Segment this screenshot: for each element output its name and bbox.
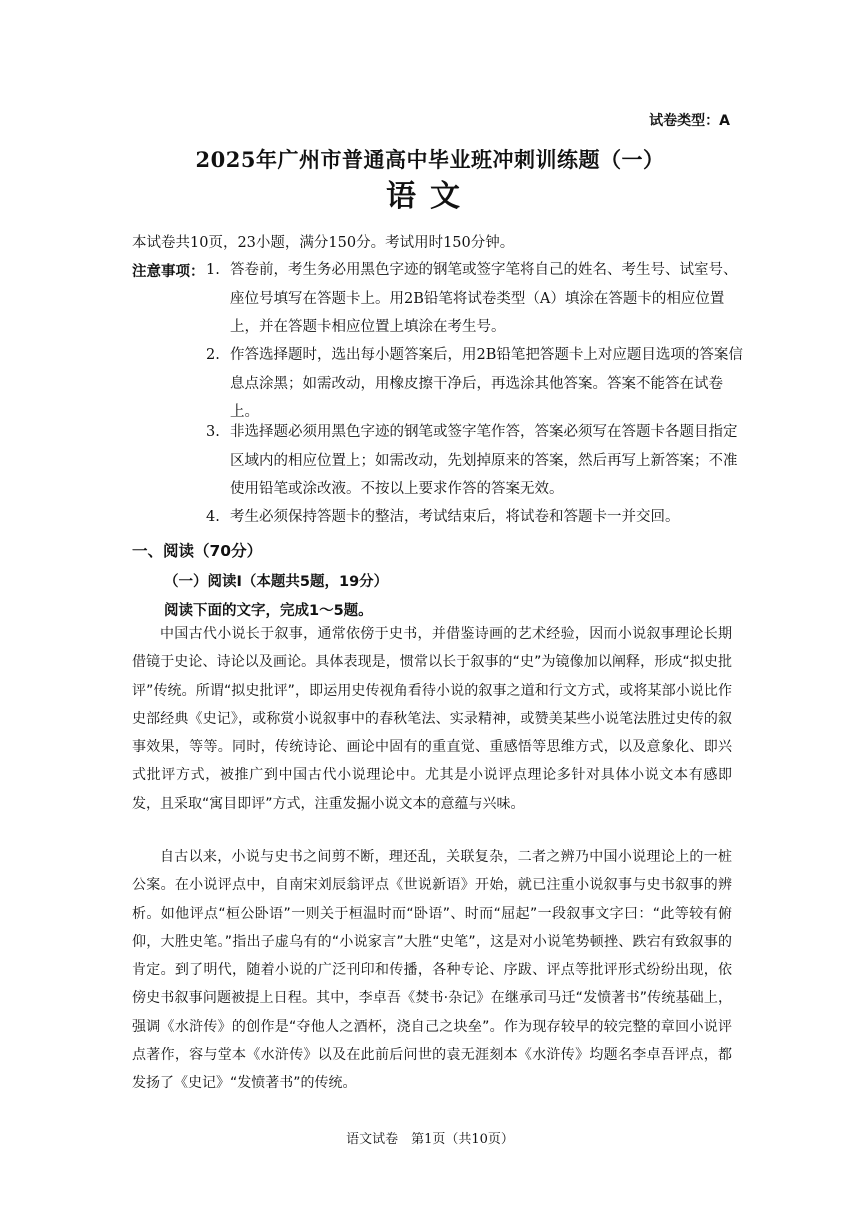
passage-paragraph: 自古以来，小说与史书之间剪不断，理还乱，关联复杂，二者之辨乃中国小说理论上的一桩公案。在小说评点中，自南宋刘辰翁评点《世说新语》开始，就已注重小说叙事与史书叙事的辨析。如他评点“桓公卧语”一则关于桓温时而“卧语”、时而“屈起”一段叙事文字曰：“此等较有俯仰，大胜史笔。”指出子虚乌有的“小说家言”大胜“史笔”，这是对小说笔势顿挫、跌宕有致叙事的肯定。到了明代，随着小说的广泛刊印和传播，各种专论、序跋、评点等批评形式纷纷出现，依傍史书叙事问题被提上日程。其中，李卓吾《焚书·杂记》在继承司马迁“发愤著书”传统基础上，强调《水浒传》的创作是“夺他人之酒杯，浇自己之块垒”。作为现存较早的较完整的章回小说评点著作，容与堂本《水浒传》以及在此前后问世的袁无涯刻本《水浒传》均题名李卓吾评点，都发扬了《史记》“发愤著书”的传统。 — [132, 849, 732, 1092]
note-text: 答卷前，考生务必用黑色字迹的钢笔或签字笔将自己的姓名、考生号、试室号、座位号填写在答题卡上。用2B铅笔将试卷类型（A）填涂在答题卡的相应位置上，并在答题卡相应位置上填涂在考生号。 — [230, 262, 738, 335]
section-heading: 一、阅读（70分） — [132, 542, 263, 560]
note-item — [206, 256, 750, 342]
note-item — [206, 341, 750, 427]
reading-instruction: 阅读下面的文字，完成1～5题。 — [164, 603, 373, 619]
page-footer: 语文试卷 第1页（共10页） — [346, 1132, 514, 1147]
note-number: 3. — [206, 424, 220, 440]
note-text: 非选择题必须用黑色字迹的钢笔或签字笔作答，答案必须写在答题卡各题目指定区域内的相应位置上；如需改动，先划掉原来的答案，然后再写上新答案；不准使用铅笔或涂改液。不按以上要求作答的答案无效。 — [230, 424, 738, 497]
note-text: 作答选择题时，选出每小题答案后，用2B铅笔把答题卡上对应题目选项的答案信息点涂黑；如需改动，用橡皮擦干净后，再选涂其他答案。答案不能答在试卷上。 — [230, 347, 743, 420]
exam-intro: 本试卷共10页，23小题，满分150分。考试用时150分钟。 — [132, 235, 515, 251]
note-item — [206, 418, 750, 504]
exam-title: 2025年广州市普通高中毕业班冲刺训练题（一） — [195, 147, 665, 172]
note-item — [206, 503, 750, 532]
note-number: 1. — [206, 262, 220, 278]
subject-title: 语文 — [386, 179, 474, 214]
note-text: 考生必须保持答题卡的整洁，考试结束后，将试卷和答题卡一并交回。 — [230, 509, 680, 525]
note-number: 2. — [206, 347, 220, 363]
paper-type-label: 试卷类型：A — [649, 113, 730, 129]
notes-label: 注意事项： — [132, 264, 205, 280]
passage-paragraph: 中国古代小说长于叙事，通常依傍于史书，并借鉴诗画的艺术经验，因而小说叙事理论长期借镜于史论、诗论以及画论。具体表现是，惯常以长于叙事的“史”为镜像加以阐释，形成“拟史批评”传统。所谓“拟史批评”，即运用史传视角看待小说的叙事之道和行文方式，或将某部小说比作史部经典《史记》，或称赏小说叙事中的春秋笔法、实录精神，或赞美某些小说笔法胜过史传的叙事效果，等等。同时，传统诗论、画论中固有的重直觉、重感悟等思维方式，以及意象化、即兴式批评方式，被推广到中国古代小说理论中。尤其是小说评点理论多针对具体小说文本有感即发，且采取“寓目即评”方式，注重发掘小说文本的意蕴与兴味。 — [132, 626, 732, 812]
section-subheading: （一）阅读Ⅰ（本题共5题，19分） — [164, 574, 389, 590]
note-number: 4. — [206, 509, 220, 525]
